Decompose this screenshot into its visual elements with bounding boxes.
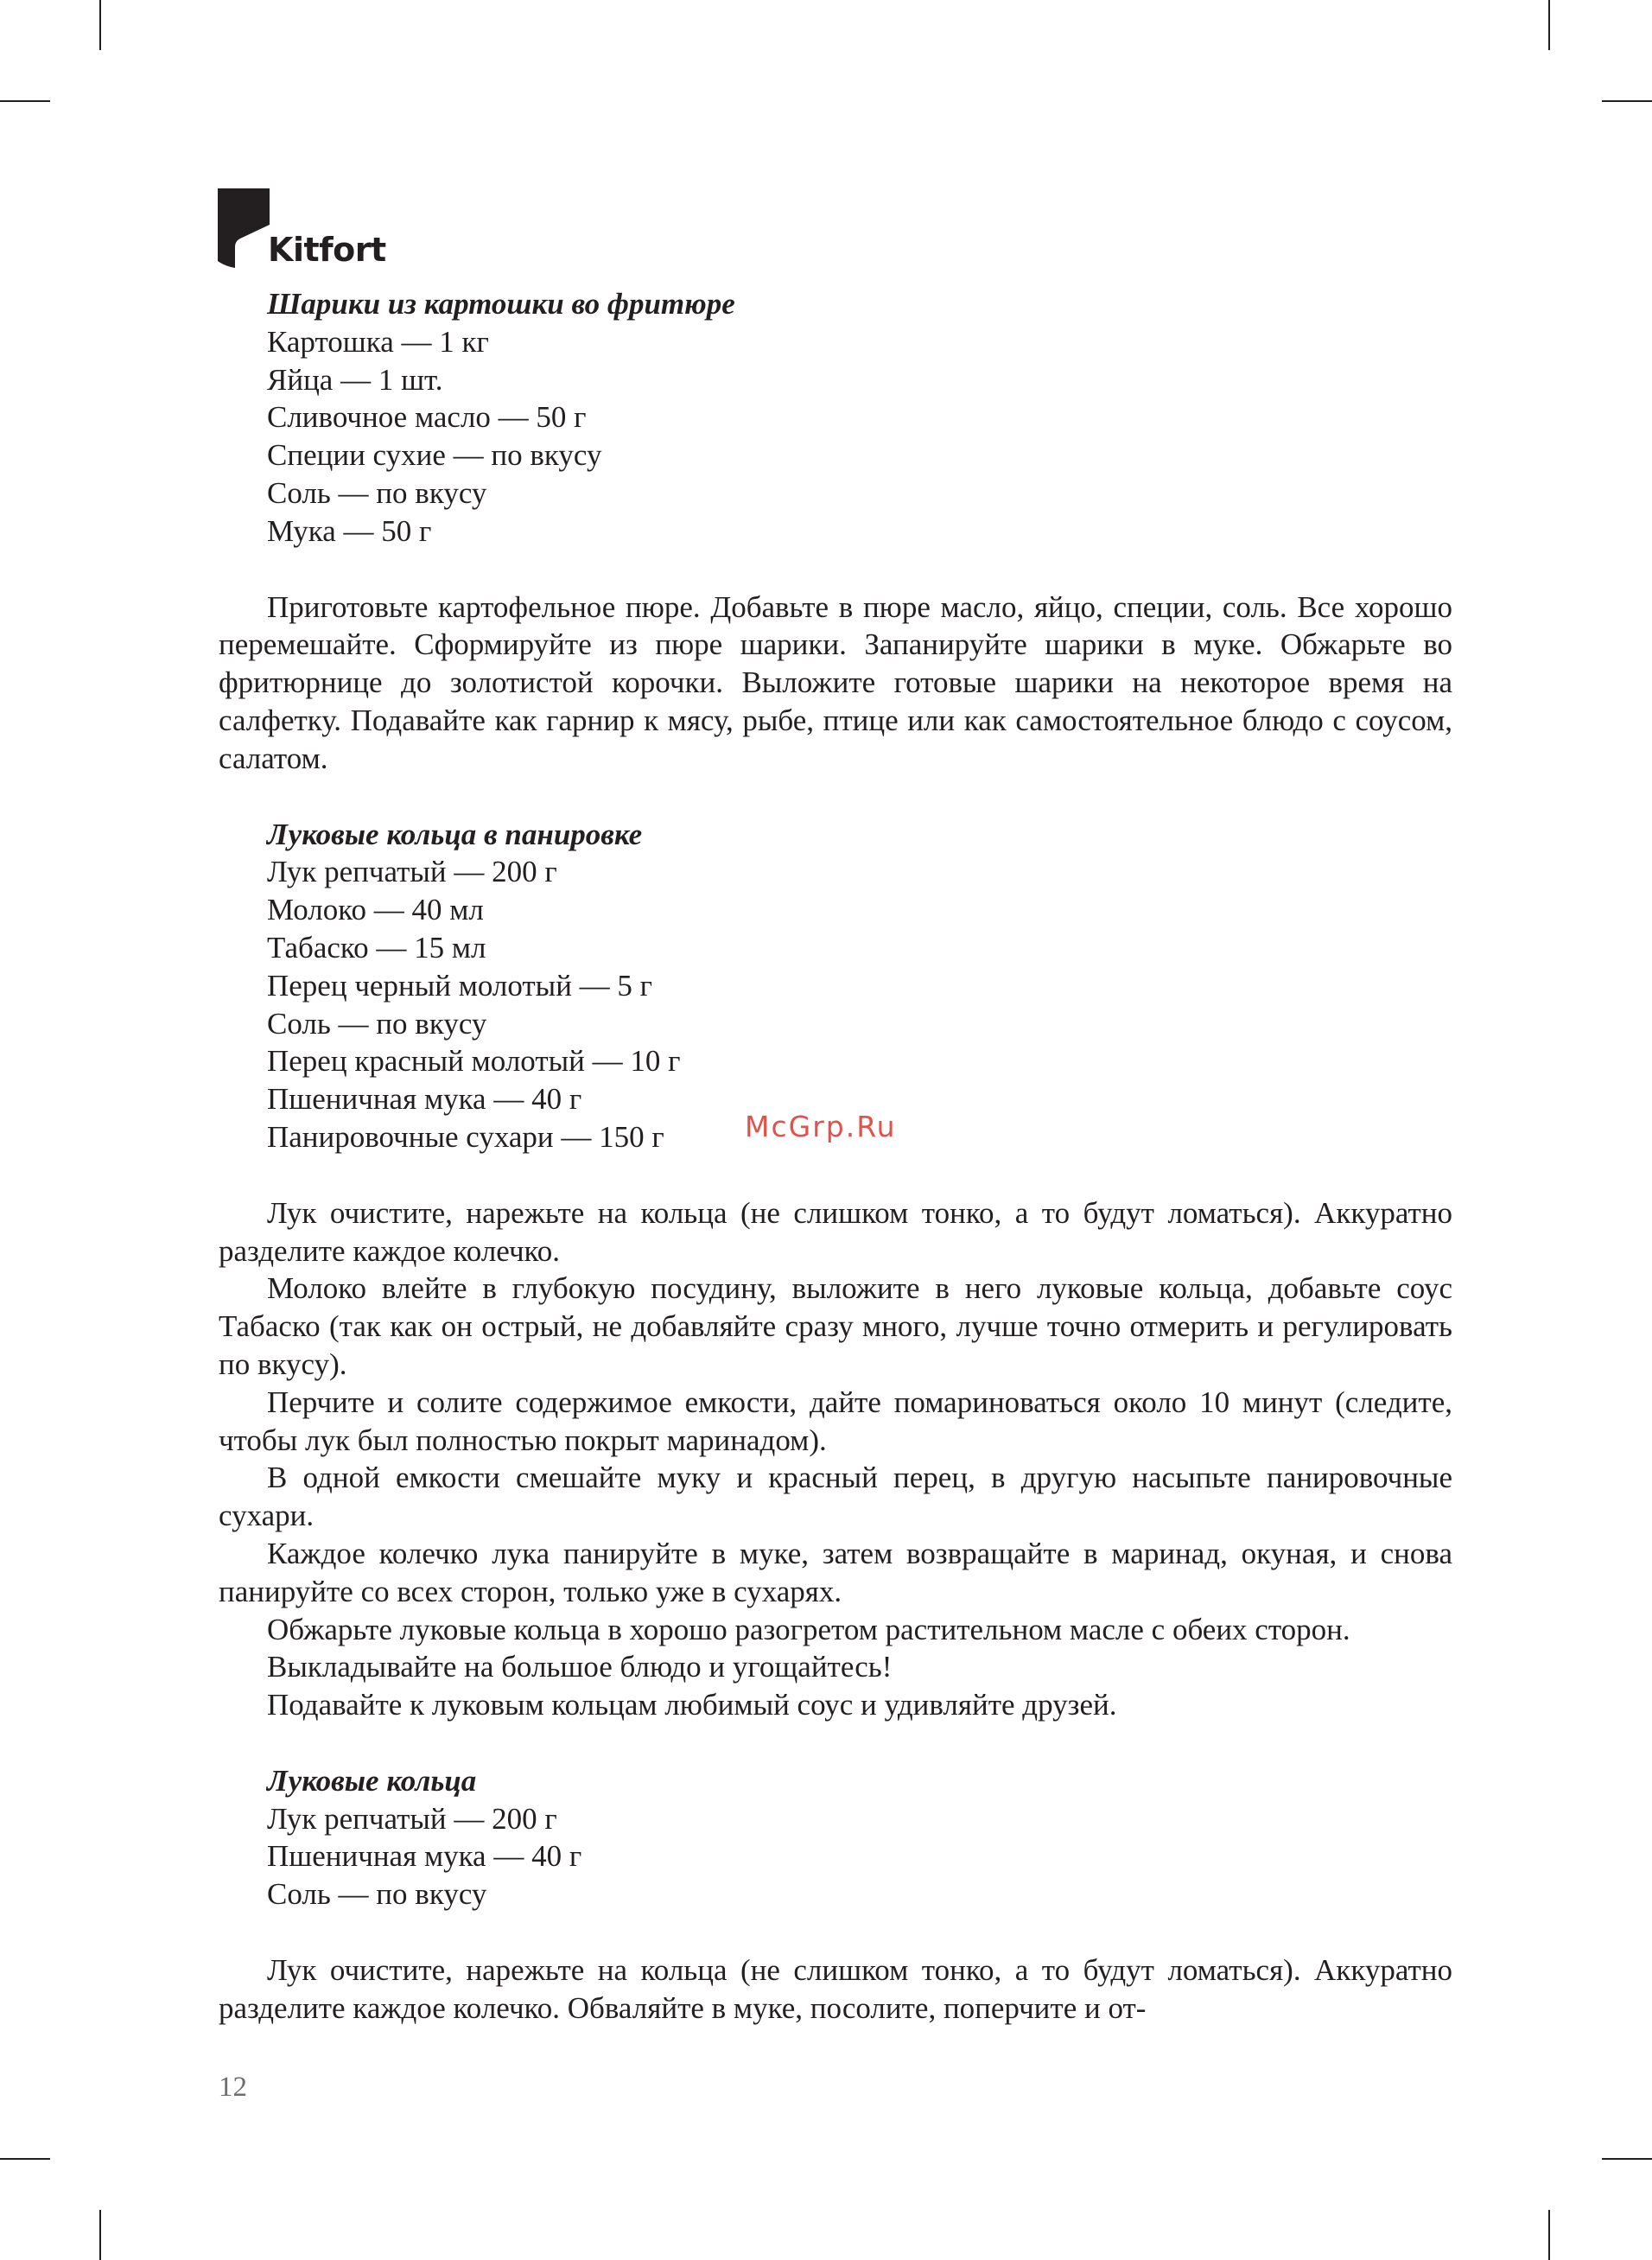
watermark: McGrp.Ru — [745, 1110, 897, 1143]
kitfort-mark-icon — [218, 188, 270, 268]
section-gap — [219, 778, 1452, 816]
instruction-paragraph: В одной емкости смешайте муку и красный перец, в другую насыпьте панировочные сухари. — [219, 1461, 1452, 1533]
ingredient-item: Пшеничная мука — 40 г — [267, 1082, 582, 1117]
instruction-paragraph: Лук очистите, нарежьте на кольца (не слишком тонко, а то будут ломаться). Аккуратно разделите каждое колечко. — [219, 1195, 1452, 1268]
ingredient-item: Специи сухие — по вкусу — [267, 438, 602, 473]
instruction-paragraph: Выкладывайте на большое блюдо и угощайтесь! — [267, 1650, 893, 1684]
page-number: 12 — [219, 2072, 247, 2103]
recipe-title: Шарики из картошки во фритюре — [267, 287, 735, 321]
ingredient-item: Лук репчатый — 200 г — [267, 1801, 557, 1836]
section-gap — [219, 1156, 1452, 1194]
ingredient-item: Яйца — 1 шт. — [267, 362, 443, 397]
recipe-title: Луковые кольца в панировке — [267, 817, 643, 851]
ingredient-item: Соль — по вкусу — [267, 475, 487, 510]
crop-mark — [99, 2210, 101, 2260]
section-gap — [219, 551, 1452, 589]
ingredient-item: Соль — по вкусу — [267, 1006, 487, 1041]
ingredient-item: Перец красный молотый — 10 г — [267, 1044, 681, 1079]
ingredient-item: Соль — по вкусу — [267, 1877, 487, 1912]
ingredient-item: Лук репчатый — 200 г — [267, 855, 557, 889]
ingredient-item: Картошка — 1 кг — [267, 324, 489, 359]
crop-mark — [1602, 2158, 1652, 2160]
crop-mark — [0, 2158, 50, 2160]
instruction-paragraph: Обжарьте луковые кольца в хорошо разогретом растительном масле с обеих сторон. — [267, 1612, 1350, 1646]
ingredient-item: Пшеничная мука — 40 г — [267, 1839, 582, 1874]
instruction-paragraph: Молоко влейте в глубокую посудину, выложите в него луковые кольца, добавьте соус Табаско (так как он острый, не добавляйте сразу много, лучше точно отмерить и регулировать по вкусу). — [219, 1271, 1452, 1381]
ingredient-item: Перец черный молотый — 5 г — [267, 968, 653, 1003]
crop-mark — [1602, 100, 1652, 102]
instruction-paragraph: Перчите и солите содержимое емкости, дайте помариноваться около 10 минут (следите, чтобы лук был полностью покрыт маринадом). — [219, 1385, 1452, 1457]
recipe-title: Луковые кольца — [267, 1763, 477, 1798]
ingredient-item: Панировочные сухари — 150 г — [267, 1119, 664, 1154]
section-gap — [219, 1724, 1452, 1762]
brand-logo — [218, 188, 391, 275]
instruction-paragraph: Каждое колечко лука панируйте в муке, затем возвращайте в маринад, окуная, и снова панируйте со всех сторон, только уже в сухарях. — [219, 1536, 1452, 1608]
crop-mark — [1548, 0, 1550, 50]
page-content — [219, 285, 1452, 2028]
crop-mark — [1548, 2210, 1550, 2260]
crop-mark — [0, 100, 50, 102]
instruction-paragraph: Подавайте к луковым кольцам любимый соус и удивляйте друзей. — [267, 1688, 1117, 1722]
ingredient-item: Сливочное масло — 50 г — [267, 400, 587, 435]
section-gap — [219, 1913, 1452, 1951]
brand-name: Kitfort — [268, 231, 386, 269]
instruction-paragraph: Приготовьте картофельное пюре. Добавьте в пюре масло, яйцо, специи, соль. Все хорошо перемешайте. Сформируйте из пюре шарики. Запанируйте шарики в муке. Обжарьте во фритюрнице до золотистой корочки. Выложите готовые шарики на некоторое время на салфетку. Подавайте как гарнир к мясу, рыбе, птице или как самостоятельное блюдо с соусом, салатом. — [219, 589, 1452, 775]
ingredient-item: Мука — 50 г — [267, 513, 432, 548]
crop-mark — [99, 0, 101, 50]
ingredient-item: Табаско — 15 мл — [267, 930, 486, 964]
instruction-paragraph: Лук очистите, нарежьте на кольца (не слишком тонко, а то будут ломаться). Аккуратно разделите каждое колечко. Обваляйте в муке, посолите, поперчите и от- — [219, 1953, 1452, 2025]
ingredient-item: Молоко — 40 мл — [267, 893, 484, 927]
